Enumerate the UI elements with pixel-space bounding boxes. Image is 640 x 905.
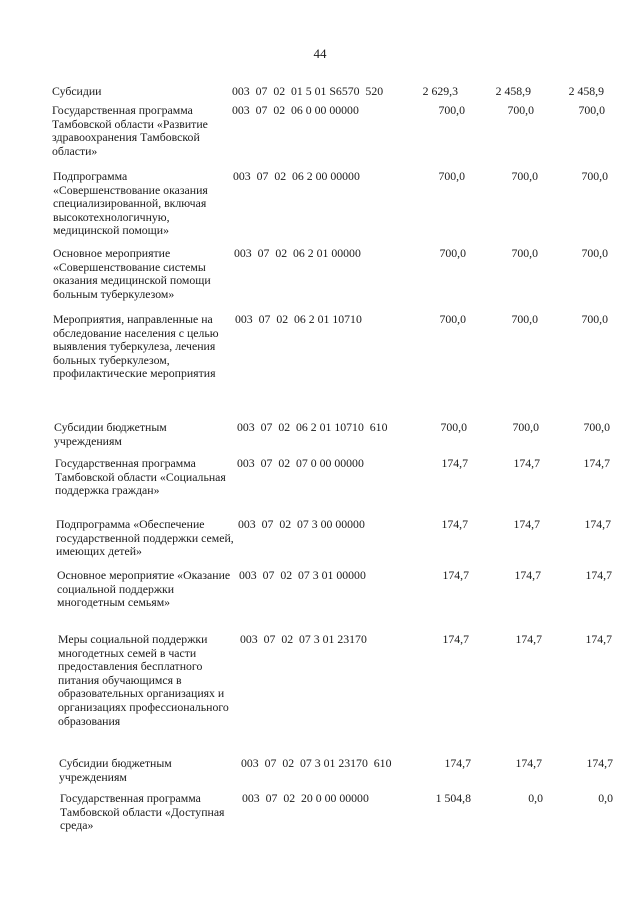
- section-code: 07: [263, 632, 276, 646]
- value-year-2: 174,7: [515, 632, 542, 646]
- row-name: Государственная программа Тамбовской области «Развитие здравоохранения Тамбовской области»: [52, 103, 208, 158]
- ministry-code: 003: [232, 103, 250, 117]
- ministry-code: 003: [242, 791, 260, 805]
- section-code: 07: [256, 169, 269, 183]
- value-year-1: 1 504,8: [435, 791, 471, 805]
- row-name: Подпрограмма «Обеспечение государственной поддержки семей, имеющих детей»: [56, 517, 234, 559]
- value-year-1: 700,0: [439, 246, 466, 260]
- row-code: [237, 421, 387, 435]
- subsection-code: 02: [278, 420, 291, 434]
- row-name: Основное мероприятие «Оказание социальной поддержки многодетным семьям»: [57, 568, 231, 610]
- section-code: 07: [257, 246, 270, 260]
- value-year-3: 700,0: [581, 169, 608, 183]
- target-code: 07 3 01 23170: [300, 756, 368, 770]
- subsection-code: 02: [280, 568, 293, 582]
- row-name: Государственная программа Тамбовской области «Доступная среда»: [60, 791, 225, 833]
- value-year-2: 700,0: [511, 246, 538, 260]
- section-code: 07: [262, 568, 275, 582]
- value-year-3: 174,7: [585, 632, 612, 646]
- row-code: [232, 85, 383, 99]
- row-name: Субсидии бюджетным учреждениям: [54, 420, 167, 448]
- expense-code: 610: [373, 756, 392, 770]
- ministry-code: 003: [241, 756, 259, 770]
- target-code: 20 0 00 00000: [301, 791, 369, 805]
- expense-code: 610: [369, 420, 388, 434]
- row-name: Государственная программа Тамбовской области «Социальная поддержка граждан»: [55, 456, 226, 498]
- value-year-2: 2 458,9: [495, 84, 531, 98]
- section-code: 07: [265, 791, 278, 805]
- value-year-2: 700,0: [507, 103, 534, 117]
- target-code: 01 5 01 S6570: [291, 84, 360, 98]
- value-year-3: 174,7: [585, 568, 612, 582]
- row-code: [232, 104, 365, 118]
- subsection-code: 02: [281, 632, 294, 646]
- target-code: 06 0 00 00000: [291, 103, 359, 117]
- subsection-code: 02: [273, 103, 286, 117]
- row-name: Субсидии: [52, 84, 102, 98]
- row-name: Основное мероприятие «Совершенствование системы оказания медицинской помощи больным туберкулезом»: [53, 246, 211, 301]
- section-code: 07: [261, 517, 274, 531]
- value-year-1: 700,0: [438, 103, 465, 117]
- value-year-1: 174,7: [444, 756, 471, 770]
- value-year-3: 700,0: [583, 420, 610, 434]
- value-year-1: 174,7: [441, 456, 468, 470]
- ministry-code: 003: [234, 246, 252, 260]
- row-code: [233, 170, 366, 184]
- value-year-1: 700,0: [438, 169, 465, 183]
- value-year-1: 174,7: [442, 632, 469, 646]
- row-code: [242, 792, 375, 806]
- ministry-code: 003: [239, 568, 257, 582]
- value-year-3: 174,7: [586, 756, 613, 770]
- section-code: 07: [255, 103, 268, 117]
- ministry-code: 003: [233, 169, 251, 183]
- page-number: 44: [313, 46, 327, 61]
- row-name: Подпрограмма «Совершенствование оказания специализированной, включая высокотехнологичную, медицинской помощи»: [53, 169, 208, 238]
- value-year-2: 700,0: [512, 420, 539, 434]
- value-year-3: 700,0: [581, 246, 608, 260]
- subsection-code: 02: [283, 791, 296, 805]
- section-code: 07: [260, 420, 273, 434]
- target-code: 06 2 01 10710: [296, 420, 364, 434]
- target-code: 07 3 00 00000: [297, 517, 365, 531]
- row-code: [235, 313, 368, 327]
- value-year-2: 174,7: [515, 756, 542, 770]
- value-year-2: 174,7: [513, 456, 540, 470]
- value-year-2: 700,0: [511, 312, 538, 326]
- row-code: [241, 757, 391, 771]
- section-code: 07: [255, 84, 268, 98]
- section-code: 07: [260, 456, 273, 470]
- target-code: 07 3 01 00000: [298, 568, 366, 582]
- value-year-2: 174,7: [514, 568, 541, 582]
- row-code: [240, 633, 373, 647]
- ministry-code: 003: [237, 420, 255, 434]
- row-code: [237, 457, 370, 471]
- ministry-code: 003: [237, 456, 255, 470]
- ministry-code: 003: [240, 632, 258, 646]
- row-name: Субсидии бюджетным учреждениям: [59, 756, 172, 784]
- value-year-3: 174,7: [584, 517, 611, 531]
- row-code: [238, 518, 371, 532]
- value-year-2: 174,7: [513, 517, 540, 531]
- value-year-3: 174,7: [583, 456, 610, 470]
- value-year-2: 700,0: [511, 169, 538, 183]
- section-code: 07: [258, 312, 271, 326]
- row-code: [234, 247, 367, 261]
- value-year-3: 0,0: [598, 791, 613, 805]
- subsection-code: 02: [274, 169, 287, 183]
- ministry-code: 003: [238, 517, 256, 531]
- value-year-1: 174,7: [442, 568, 469, 582]
- subsection-code: 02: [275, 246, 288, 260]
- value-year-3: 2 458,9: [568, 84, 604, 98]
- value-year-3: 700,0: [578, 103, 605, 117]
- value-year-1: 700,0: [439, 312, 466, 326]
- expense-code: 520: [365, 84, 384, 98]
- value-year-1: 2 629,3: [422, 84, 458, 98]
- target-code: 07 3 01 23170: [299, 632, 367, 646]
- row-name: Мероприятия, направленные на обследование населения с целью выявления туберкулеза, лечения больных туберкулезом, профилактические мероприятия: [53, 312, 219, 381]
- target-code: 07 0 00 00000: [296, 456, 364, 470]
- value-year-1: 174,7: [441, 517, 468, 531]
- row-code: [239, 569, 372, 583]
- target-code: 06 2 01 10710: [294, 312, 362, 326]
- subsection-code: 02: [282, 756, 295, 770]
- value-year-1: 700,0: [440, 420, 467, 434]
- value-year-2: 0,0: [528, 791, 543, 805]
- subsection-code: 02: [279, 517, 292, 531]
- subsection-code: 02: [278, 456, 291, 470]
- ministry-code: 003: [235, 312, 253, 326]
- value-year-3: 700,0: [581, 312, 608, 326]
- row-name: Меры социальной поддержки многодетных семей в части предоставления бесплатного питания обучающимся в образовательных организациях и организациях профессионального образования: [58, 632, 229, 728]
- subsection-code: 02: [273, 84, 286, 98]
- ministry-code: 003: [232, 84, 250, 98]
- section-code: 07: [264, 756, 277, 770]
- target-code: 06 2 00 00000: [292, 169, 360, 183]
- target-code: 06 2 01 00000: [293, 246, 361, 260]
- subsection-code: 02: [276, 312, 289, 326]
